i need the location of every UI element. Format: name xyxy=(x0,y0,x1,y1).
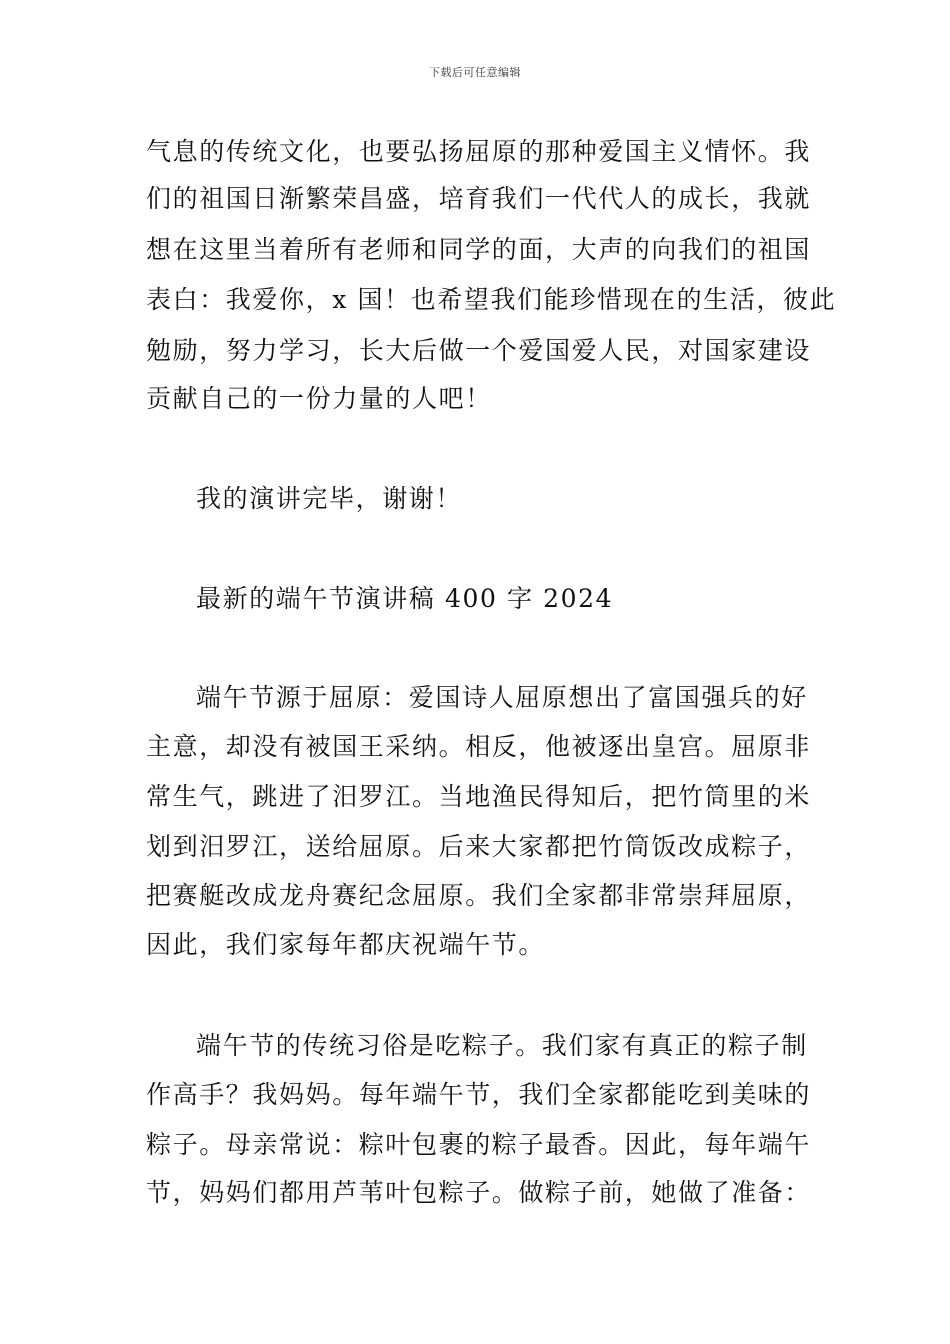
text-line: 气息的传统文化，也要弘扬屈原的那种爱国主义情怀。我 xyxy=(146,137,812,166)
text-line: 主意，却没有被国王采纳。相反，他被逐出皇宫。屈原非 xyxy=(146,732,812,761)
text-line: 因此，我们家每年都庆祝端午节。 xyxy=(146,930,546,959)
text-line: 表白：我爱你，x 国！也希望我们能珍惜现在的生活，彼此 xyxy=(146,285,837,314)
text-line: 划到汨罗江，送给屈原。后来大家都把竹筒饭改成粽子， xyxy=(146,832,812,861)
text-line: 想在这里当着所有老师和同学的面，大声的向我们的祖国 xyxy=(146,235,812,264)
text-line: 端午节的传统习俗是吃粽子。我们家有真正的粽子制 xyxy=(196,1031,808,1060)
text-line: 端午节源于屈原：爱国诗人屈原想出了富国强兵的好 xyxy=(196,683,808,712)
text-line: 节，妈妈们都用芦苇叶包粽子。做粽子前，她做了准备： xyxy=(146,1178,812,1207)
text-line: 最新的端午节演讲稿 400 字 2024 xyxy=(196,584,614,613)
text-line: 我的演讲完毕，谢谢！ xyxy=(196,484,463,513)
text-line: 作高手？我妈妈。每年端午节，我们全家都能吃到美味的 xyxy=(146,1080,812,1109)
text-line: 贡献自己的一份力量的人吧！ xyxy=(146,384,492,413)
text-line: 勉励，努力学习，长大后做一个爱国爱人民，对国家建设 xyxy=(146,336,812,365)
text-line: 常生气，跳进了汨罗江。当地渔民得知后，把竹筒里的米 xyxy=(146,782,812,811)
page-header: 下载后可任意编辑 xyxy=(429,66,521,79)
text-line: 粽子。母亲常说：粽叶包裹的粽子最香。因此，每年端午 xyxy=(146,1130,812,1159)
text-line: 把赛艇改成龙舟赛纪念屈原。我们全家都非常崇拜屈原， xyxy=(146,881,812,910)
text-line: 们的祖国日渐繁荣昌盛，培育我们一代代人的成长，我就 xyxy=(146,184,812,213)
